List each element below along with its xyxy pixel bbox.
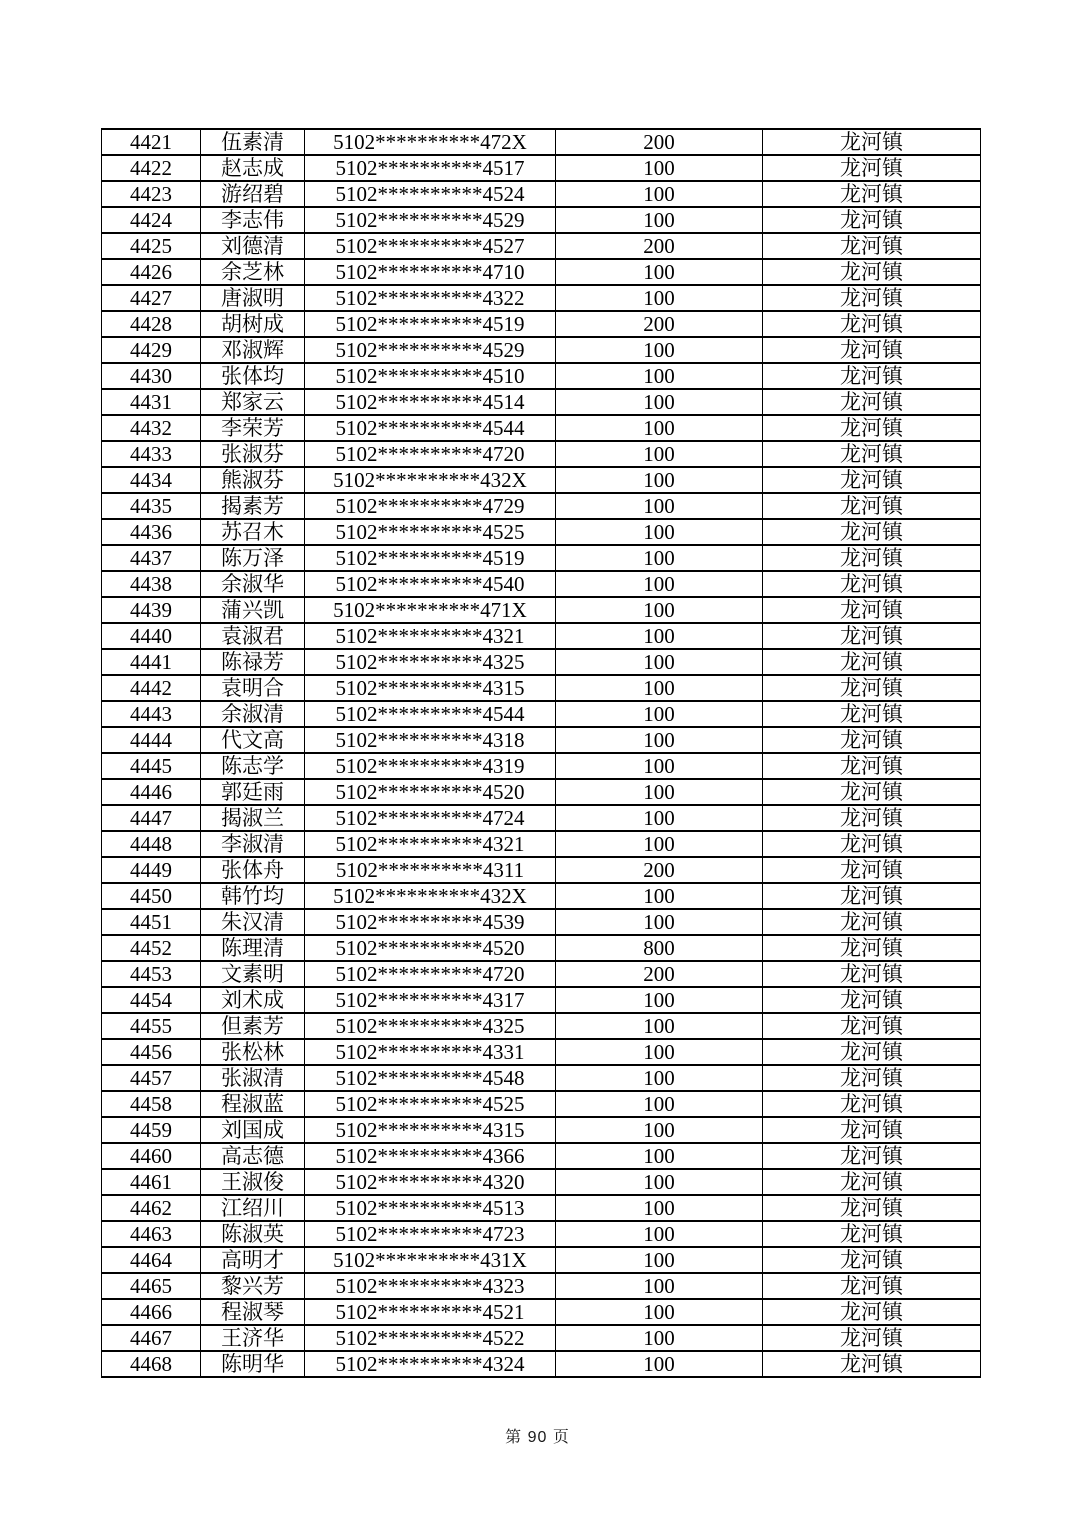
cell-town: 龙河镇 — [763, 1273, 981, 1299]
cell-seq: 4461 — [102, 1169, 201, 1195]
page-number: 第 90 页 — [505, 1429, 570, 1446]
cell-seq: 4445 — [102, 753, 201, 779]
cell-seq: 4453 — [102, 961, 201, 987]
cell-name: 余芝林 — [201, 259, 305, 285]
cell-seq: 4442 — [102, 675, 201, 701]
cell-name: 王淑俊 — [201, 1169, 305, 1195]
cell-town: 龙河镇 — [763, 1299, 981, 1325]
cell-id-masked: 5102**********4519 — [305, 311, 556, 337]
cell-amount: 100 — [556, 181, 763, 207]
cell-town: 龙河镇 — [763, 1325, 981, 1351]
cell-seq: 4464 — [102, 1247, 201, 1273]
cell-amount: 100 — [556, 597, 763, 623]
cell-town: 龙河镇 — [763, 337, 981, 363]
cell-amount: 100 — [556, 649, 763, 675]
cell-id-masked: 5102**********4544 — [305, 701, 556, 727]
table-row — [102, 1091, 981, 1117]
cell-town: 龙河镇 — [763, 389, 981, 415]
table-row — [102, 857, 981, 883]
table-row — [102, 311, 981, 337]
table-row — [102, 1039, 981, 1065]
cell-amount: 800 — [556, 935, 763, 961]
cell-amount: 100 — [556, 1143, 763, 1169]
cell-name: 伍素清 — [201, 129, 305, 155]
cell-name: 余淑华 — [201, 571, 305, 597]
table-row — [102, 233, 981, 259]
table-row — [102, 1065, 981, 1091]
cell-amount: 100 — [556, 389, 763, 415]
cell-name: 李淑清 — [201, 831, 305, 857]
cell-seq: 4432 — [102, 415, 201, 441]
beneficiary-table — [101, 128, 981, 1378]
cell-town: 龙河镇 — [763, 1065, 981, 1091]
cell-seq: 4440 — [102, 623, 201, 649]
cell-amount: 100 — [556, 727, 763, 753]
table-row — [102, 363, 981, 389]
table-row — [102, 285, 981, 311]
table-row — [102, 883, 981, 909]
cell-seq: 4423 — [102, 181, 201, 207]
cell-id-masked: 5102**********4520 — [305, 779, 556, 805]
cell-id-masked: 5102**********4522 — [305, 1325, 556, 1351]
cell-name: 余淑清 — [201, 701, 305, 727]
cell-town: 龙河镇 — [763, 779, 981, 805]
table-row — [102, 259, 981, 285]
cell-town: 龙河镇 — [763, 597, 981, 623]
cell-seq: 4460 — [102, 1143, 201, 1169]
cell-seq: 4451 — [102, 909, 201, 935]
cell-id-masked: 5102**********4527 — [305, 233, 556, 259]
table-row — [102, 805, 981, 831]
cell-name: 胡树成 — [201, 311, 305, 337]
table-row — [102, 181, 981, 207]
table-row — [102, 207, 981, 233]
cell-amount: 100 — [556, 675, 763, 701]
cell-id-masked: 5102**********4315 — [305, 1117, 556, 1143]
table-row — [102, 129, 981, 155]
cell-id-masked: 5102**********4514 — [305, 389, 556, 415]
cell-amount: 100 — [556, 831, 763, 857]
cell-name: 韩竹均 — [201, 883, 305, 909]
cell-town: 龙河镇 — [763, 1195, 981, 1221]
table-row — [102, 935, 981, 961]
cell-id-masked: 5102**********4729 — [305, 493, 556, 519]
table-row — [102, 675, 981, 701]
table-row — [102, 1013, 981, 1039]
cell-amount: 100 — [556, 571, 763, 597]
table-row — [102, 779, 981, 805]
cell-seq: 4462 — [102, 1195, 201, 1221]
table-row — [102, 389, 981, 415]
cell-name: 黎兴芳 — [201, 1273, 305, 1299]
cell-name: 刘德清 — [201, 233, 305, 259]
cell-name: 李志伟 — [201, 207, 305, 233]
cell-town: 龙河镇 — [763, 1169, 981, 1195]
cell-name: 代文高 — [201, 727, 305, 753]
cell-town: 龙河镇 — [763, 1221, 981, 1247]
cell-name: 但素芳 — [201, 1013, 305, 1039]
cell-amount: 100 — [556, 493, 763, 519]
cell-name: 蒲兴凯 — [201, 597, 305, 623]
cell-town: 龙河镇 — [763, 961, 981, 987]
cell-town: 龙河镇 — [763, 1143, 981, 1169]
cell-seq: 4457 — [102, 1065, 201, 1091]
cell-id-masked: 5102**********4366 — [305, 1143, 556, 1169]
cell-name: 李荣芳 — [201, 415, 305, 441]
cell-name: 张淑芬 — [201, 441, 305, 467]
cell-id-masked: 5102**********4319 — [305, 753, 556, 779]
cell-amount: 100 — [556, 1065, 763, 1091]
table-row — [102, 1351, 981, 1377]
cell-seq: 4468 — [102, 1351, 201, 1377]
cell-town: 龙河镇 — [763, 883, 981, 909]
cell-id-masked: 5102**********4529 — [305, 337, 556, 363]
cell-id-masked: 5102**********4325 — [305, 1013, 556, 1039]
cell-seq: 4452 — [102, 935, 201, 961]
cell-amount: 100 — [556, 285, 763, 311]
cell-amount: 200 — [556, 857, 763, 883]
cell-town: 龙河镇 — [763, 987, 981, 1013]
cell-town: 龙河镇 — [763, 1351, 981, 1377]
cell-seq: 4433 — [102, 441, 201, 467]
cell-name: 王济华 — [201, 1325, 305, 1351]
cell-id-masked: 5102**********4510 — [305, 363, 556, 389]
cell-amount: 100 — [556, 753, 763, 779]
cell-town: 龙河镇 — [763, 155, 981, 181]
table-row — [102, 1117, 981, 1143]
cell-seq: 4466 — [102, 1299, 201, 1325]
cell-name: 陈淑英 — [201, 1221, 305, 1247]
cell-seq: 4436 — [102, 519, 201, 545]
cell-town: 龙河镇 — [763, 701, 981, 727]
cell-name: 程淑琴 — [201, 1299, 305, 1325]
table-row — [102, 519, 981, 545]
cell-seq: 4421 — [102, 129, 201, 155]
cell-amount: 100 — [556, 1221, 763, 1247]
cell-id-masked: 5102**********4720 — [305, 961, 556, 987]
cell-amount: 200 — [556, 129, 763, 155]
cell-name: 苏召木 — [201, 519, 305, 545]
table-row — [102, 831, 981, 857]
table-row — [102, 1299, 981, 1325]
cell-seq: 4444 — [102, 727, 201, 753]
cell-seq: 4428 — [102, 311, 201, 337]
cell-town: 龙河镇 — [763, 545, 981, 571]
cell-seq: 4425 — [102, 233, 201, 259]
cell-town: 龙河镇 — [763, 259, 981, 285]
cell-name: 张体舟 — [201, 857, 305, 883]
cell-seq: 4431 — [102, 389, 201, 415]
cell-amount: 200 — [556, 233, 763, 259]
cell-amount: 100 — [556, 623, 763, 649]
cell-name: 程淑蓝 — [201, 1091, 305, 1117]
cell-id-masked: 5102**********4322 — [305, 285, 556, 311]
cell-town: 龙河镇 — [763, 909, 981, 935]
cell-town: 龙河镇 — [763, 415, 981, 441]
cell-name: 张淑清 — [201, 1065, 305, 1091]
cell-seq: 4424 — [102, 207, 201, 233]
table-row — [102, 909, 981, 935]
cell-id-masked: 5102**********4524 — [305, 181, 556, 207]
cell-amount: 200 — [556, 311, 763, 337]
cell-id-masked: 5102**********4311 — [305, 857, 556, 883]
cell-amount: 100 — [556, 1039, 763, 1065]
table-row — [102, 597, 981, 623]
cell-town: 龙河镇 — [763, 467, 981, 493]
cell-name: 高志德 — [201, 1143, 305, 1169]
cell-id-masked: 5102**********4315 — [305, 675, 556, 701]
cell-name: 陈志学 — [201, 753, 305, 779]
cell-seq: 4427 — [102, 285, 201, 311]
cell-seq: 4437 — [102, 545, 201, 571]
cell-seq: 4456 — [102, 1039, 201, 1065]
table-row — [102, 493, 981, 519]
cell-amount: 100 — [556, 1351, 763, 1377]
cell-id-masked: 5102**********4320 — [305, 1169, 556, 1195]
cell-id-masked: 5102**********4710 — [305, 259, 556, 285]
cell-id-masked: 5102**********4519 — [305, 545, 556, 571]
table-row — [102, 1195, 981, 1221]
cell-name: 熊淑芬 — [201, 467, 305, 493]
cell-town: 龙河镇 — [763, 1091, 981, 1117]
cell-seq: 4447 — [102, 805, 201, 831]
cell-seq: 4438 — [102, 571, 201, 597]
cell-town: 龙河镇 — [763, 233, 981, 259]
cell-seq: 4439 — [102, 597, 201, 623]
cell-name: 江绍川 — [201, 1195, 305, 1221]
cell-seq: 4455 — [102, 1013, 201, 1039]
cell-name: 郑家云 — [201, 389, 305, 415]
table-row — [102, 987, 981, 1013]
cell-amount: 100 — [556, 441, 763, 467]
cell-amount: 200 — [556, 961, 763, 987]
cell-id-masked: 5102**********432X — [305, 467, 556, 493]
cell-amount: 100 — [556, 805, 763, 831]
cell-town: 龙河镇 — [763, 831, 981, 857]
cell-name: 刘国成 — [201, 1117, 305, 1143]
cell-id-masked: 5102**********4548 — [305, 1065, 556, 1091]
cell-amount: 100 — [556, 1013, 763, 1039]
cell-town: 龙河镇 — [763, 441, 981, 467]
cell-town: 龙河镇 — [763, 857, 981, 883]
cell-amount: 100 — [556, 363, 763, 389]
table-row — [102, 467, 981, 493]
table-row — [102, 753, 981, 779]
cell-town: 龙河镇 — [763, 571, 981, 597]
cell-town: 龙河镇 — [763, 649, 981, 675]
cell-seq: 4429 — [102, 337, 201, 363]
cell-name: 张松林 — [201, 1039, 305, 1065]
table-row — [102, 649, 981, 675]
cell-name: 揭素芳 — [201, 493, 305, 519]
cell-id-masked: 5102**********4539 — [305, 909, 556, 935]
cell-town: 龙河镇 — [763, 1247, 981, 1273]
cell-id-masked: 5102**********432X — [305, 883, 556, 909]
cell-amount: 100 — [556, 207, 763, 233]
cell-id-masked: 5102**********4544 — [305, 415, 556, 441]
cell-id-masked: 5102**********4321 — [305, 623, 556, 649]
table-row — [102, 1221, 981, 1247]
table-row — [102, 337, 981, 363]
cell-seq: 4434 — [102, 467, 201, 493]
cell-amount: 100 — [556, 1299, 763, 1325]
cell-amount: 100 — [556, 909, 763, 935]
cell-name: 朱汉清 — [201, 909, 305, 935]
cell-id-masked: 5102**********4513 — [305, 1195, 556, 1221]
cell-amount: 100 — [556, 779, 763, 805]
cell-seq: 4459 — [102, 1117, 201, 1143]
cell-seq: 4430 — [102, 363, 201, 389]
cell-id-masked: 5102**********4323 — [305, 1273, 556, 1299]
cell-amount: 100 — [556, 259, 763, 285]
cell-name: 唐淑明 — [201, 285, 305, 311]
cell-seq: 4441 — [102, 649, 201, 675]
cell-town: 龙河镇 — [763, 727, 981, 753]
cell-id-masked: 5102**********4723 — [305, 1221, 556, 1247]
cell-name: 游绍碧 — [201, 181, 305, 207]
cell-town: 龙河镇 — [763, 519, 981, 545]
cell-name: 陈理清 — [201, 935, 305, 961]
cell-amount: 100 — [556, 545, 763, 571]
cell-id-masked: 5102**********4540 — [305, 571, 556, 597]
cell-id-masked: 5102**********4324 — [305, 1351, 556, 1377]
table-row — [102, 1169, 981, 1195]
table-row — [102, 1143, 981, 1169]
cell-id-masked: 5102**********4517 — [305, 155, 556, 181]
cell-name: 文素明 — [201, 961, 305, 987]
cell-id-masked: 5102**********4525 — [305, 1091, 556, 1117]
cell-id-masked: 5102**********4317 — [305, 987, 556, 1013]
table-row — [102, 623, 981, 649]
cell-name: 郭廷雨 — [201, 779, 305, 805]
cell-amount: 100 — [556, 1195, 763, 1221]
cell-town: 龙河镇 — [763, 285, 981, 311]
cell-amount: 100 — [556, 701, 763, 727]
cell-id-masked: 5102**********4325 — [305, 649, 556, 675]
cell-name: 张体均 — [201, 363, 305, 389]
cell-amount: 100 — [556, 1325, 763, 1351]
table-row — [102, 415, 981, 441]
cell-town: 龙河镇 — [763, 675, 981, 701]
cell-amount: 100 — [556, 1273, 763, 1299]
cell-seq: 4426 — [102, 259, 201, 285]
cell-id-masked: 5102**********471X — [305, 597, 556, 623]
cell-id-masked: 5102**********4318 — [305, 727, 556, 753]
cell-id-masked: 5102**********4525 — [305, 519, 556, 545]
cell-seq: 4465 — [102, 1273, 201, 1299]
cell-seq: 4422 — [102, 155, 201, 181]
table-row — [102, 571, 981, 597]
table-body — [102, 129, 981, 1377]
cell-seq: 4458 — [102, 1091, 201, 1117]
cell-seq: 4463 — [102, 1221, 201, 1247]
table-row — [102, 701, 981, 727]
cell-town: 龙河镇 — [763, 1013, 981, 1039]
table-row — [102, 961, 981, 987]
cell-id-masked: 5102**********4529 — [305, 207, 556, 233]
cell-id-masked: 5102**********4520 — [305, 935, 556, 961]
cell-town: 龙河镇 — [763, 311, 981, 337]
cell-amount: 100 — [556, 519, 763, 545]
cell-id-masked: 5102**********472X — [305, 129, 556, 155]
cell-seq: 4449 — [102, 857, 201, 883]
cell-amount: 100 — [556, 155, 763, 181]
table-row — [102, 155, 981, 181]
page-footer — [0, 1424, 1075, 1447]
cell-id-masked: 5102**********431X — [305, 1247, 556, 1273]
cell-seq: 4467 — [102, 1325, 201, 1351]
cell-name: 陈禄芳 — [201, 649, 305, 675]
cell-name: 袁明合 — [201, 675, 305, 701]
cell-amount: 100 — [556, 467, 763, 493]
cell-town: 龙河镇 — [763, 363, 981, 389]
cell-name: 刘术成 — [201, 987, 305, 1013]
cell-town: 龙河镇 — [763, 935, 981, 961]
cell-town: 龙河镇 — [763, 493, 981, 519]
cell-amount: 100 — [556, 1247, 763, 1273]
cell-seq: 4454 — [102, 987, 201, 1013]
cell-town: 龙河镇 — [763, 207, 981, 233]
cell-amount: 100 — [556, 415, 763, 441]
cell-town: 龙河镇 — [763, 129, 981, 155]
table-row — [102, 1247, 981, 1273]
cell-town: 龙河镇 — [763, 623, 981, 649]
cell-id-masked: 5102**********4321 — [305, 831, 556, 857]
cell-name: 高明才 — [201, 1247, 305, 1273]
table-row — [102, 441, 981, 467]
cell-name: 袁淑君 — [201, 623, 305, 649]
cell-seq: 4435 — [102, 493, 201, 519]
cell-amount: 100 — [556, 1169, 763, 1195]
table-row — [102, 545, 981, 571]
cell-town: 龙河镇 — [763, 181, 981, 207]
cell-seq: 4450 — [102, 883, 201, 909]
cell-id-masked: 5102**********4720 — [305, 441, 556, 467]
cell-amount: 100 — [556, 337, 763, 363]
cell-amount: 100 — [556, 987, 763, 1013]
cell-amount: 100 — [556, 1091, 763, 1117]
cell-town: 龙河镇 — [763, 753, 981, 779]
cell-name: 赵志成 — [201, 155, 305, 181]
cell-name: 邓淑辉 — [201, 337, 305, 363]
table-row — [102, 1325, 981, 1351]
cell-town: 龙河镇 — [763, 805, 981, 831]
table-row — [102, 727, 981, 753]
cell-id-masked: 5102**********4331 — [305, 1039, 556, 1065]
cell-id-masked: 5102**********4724 — [305, 805, 556, 831]
cell-town: 龙河镇 — [763, 1039, 981, 1065]
cell-seq: 4448 — [102, 831, 201, 857]
cell-seq: 4443 — [102, 701, 201, 727]
cell-amount: 100 — [556, 1117, 763, 1143]
table-row — [102, 1273, 981, 1299]
cell-name: 陈万泽 — [201, 545, 305, 571]
cell-name: 陈明华 — [201, 1351, 305, 1377]
cell-id-masked: 5102**********4521 — [305, 1299, 556, 1325]
cell-amount: 100 — [556, 883, 763, 909]
cell-seq: 4446 — [102, 779, 201, 805]
cell-name: 揭淑兰 — [201, 805, 305, 831]
cell-town: 龙河镇 — [763, 1117, 981, 1143]
